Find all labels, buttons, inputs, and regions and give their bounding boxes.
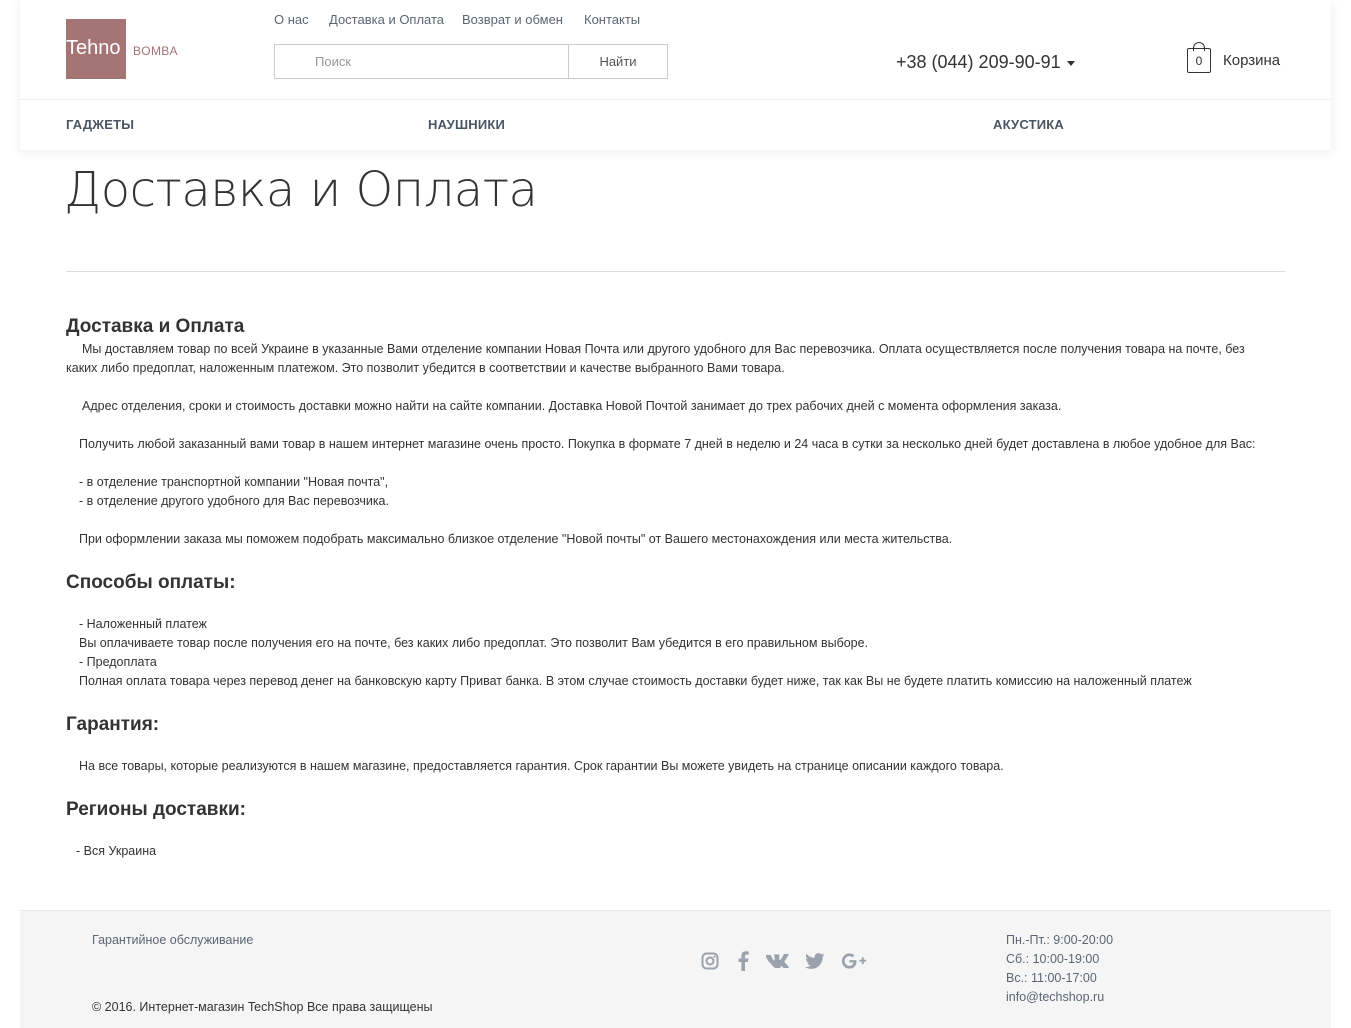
payment-line: - Предоплата	[79, 655, 157, 669]
logo-subtext: BOMBA	[133, 44, 178, 58]
header-divider	[20, 99, 1331, 100]
hours-weekdays: Пн.-Пт.: 9:00-20:00	[1006, 933, 1114, 947]
nav-link-about[interactable]: О нас	[274, 12, 309, 27]
logo-text: Tehno	[66, 37, 121, 59]
page-title: Доставка и Оплата	[64, 162, 538, 218]
delivery-paragraph-1: Мы доставляем товар по всей Украине в указанные Вами отделение компании Новая Почта или другого удобного для Вас перевозчика. Оплата осуществляется после получения товара на почте, без каких либо предоплат, наложенным платежом. Это позволит убедится в соответствии и качестве выбранного Вами товара.	[66, 342, 1245, 375]
search-button[interactable]: Найти	[568, 44, 668, 79]
warranty-service-link[interactable]: Гарантийное обслуживание	[92, 933, 254, 947]
phone-number: +38 (044) 209-90-91	[896, 52, 1061, 72]
section-heading-warranty: Гарантия:	[66, 714, 160, 735]
nav-link-delivery[interactable]: Доставка и Оплата	[329, 12, 445, 27]
regions-text: - Вся Украина	[76, 844, 157, 858]
payment-line: Вы оплачиваете товар после получения его на почте, без каких либо предоплат. Это позволит Вам убедится в его правильном выборе.	[79, 636, 869, 650]
facebook-icon[interactable]	[730, 948, 756, 974]
copyright: © 2016. Интернет-магазин TechShop Все права защищены	[92, 1000, 433, 1014]
hours-saturday: Сб.: 10:00-19:00	[1006, 952, 1100, 966]
caret-down-icon	[1067, 61, 1075, 66]
instagram-icon[interactable]	[697, 948, 723, 974]
delivery-paragraph-3: Получить любой заказанный вами товар в нашем интернет магазине очень просто. Покупка в формате 7 дней в неделю и 24 часа в сутки за несколько дней будет доставлена в любое удобное для Вас:	[79, 437, 1256, 451]
delivery-paragraph-4: При оформлении заказа мы поможем подобрать максимально близкое отделение "Новой почты" от Вашего местонахождения или места жительства.	[79, 532, 953, 546]
hours-sunday: Вс.: 11:00-17:00	[1006, 971, 1097, 985]
title-divider	[66, 271, 1285, 272]
cart-count: 0	[1195, 54, 1203, 68]
section-heading-delivery: Доставка и Оплата	[66, 316, 245, 337]
payment-line: Полная оплата товара через перевод денег на банковскую карту Приват банка. В этом случае стоимость доставки будет ниже, так как Вы не будете платить комиссию на наложенный платеж	[79, 674, 1192, 688]
nav-link-contacts[interactable]: Контакты	[584, 12, 641, 27]
warranty-text: На все товары, которые реализуются в нашем магазине, предоставляется гарантия. Срок гарантии Вы можете увидеть на странице описании каждого товара.	[79, 759, 1004, 773]
category-headphones[interactable]: НАУШНИКИ	[428, 117, 506, 132]
category-gadgets[interactable]: ГАДЖЕТЫ	[66, 117, 135, 132]
category-acoustics[interactable]: АКУСТИКА	[993, 117, 1065, 132]
payment-line: - Наложенный платеж	[79, 617, 207, 631]
email-link[interactable]: info@techshop.ru	[1006, 990, 1105, 1004]
delivery-list-item: - в отделение транспортной компании "Новая почта",	[79, 475, 389, 489]
search-input[interactable]	[274, 44, 568, 79]
cart-label[interactable]: Корзина	[1223, 52, 1281, 69]
twitter-icon[interactable]	[802, 948, 828, 974]
delivery-paragraph-2: Адрес отделения, сроки и стоимость доставки можно найти на сайте компании. Доставка Новой Почтой занимает до трех рабочих дней с момента оформления заказа.	[82, 399, 1062, 413]
site-header	[20, 0, 1331, 150]
section-heading-payment: Способы оплаты:	[66, 572, 236, 593]
nav-link-returns[interactable]: Возврат и обмен	[462, 12, 563, 27]
google-plus-icon[interactable]	[841, 948, 867, 974]
phone-dropdown[interactable]	[896, 51, 1075, 73]
section-heading-regions: Регионы доставки:	[66, 799, 246, 820]
delivery-list-item: - в отделение другого удобного для Вас перевозчика.	[79, 494, 389, 508]
vk-icon[interactable]	[764, 948, 790, 974]
